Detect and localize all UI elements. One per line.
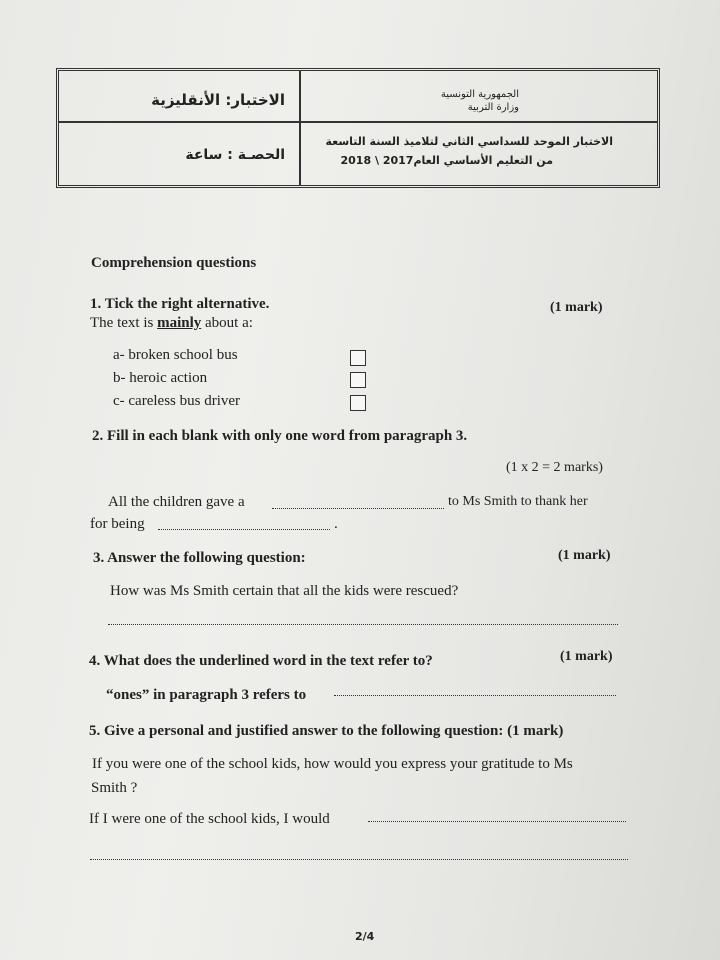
q2-line2-start: for being xyxy=(90,516,145,532)
q1-marks: (1 mark) xyxy=(550,300,603,315)
q1-option-c: c- careless bus driver xyxy=(113,393,241,409)
q1-checkbox-c[interactable] xyxy=(350,395,366,411)
exam-title-line1: الاختبار الموحد للسداسي الثاني لتلاميذ السنة التاسعة xyxy=(325,135,613,148)
ministry-label: وزارة التربية xyxy=(467,102,519,113)
q2-blank-1[interactable] xyxy=(272,508,444,509)
q3-marks: (1 mark) xyxy=(558,548,611,563)
q1-stem-before: The text is xyxy=(90,315,158,331)
q5-answer-line-1[interactable] xyxy=(368,821,626,822)
q3-answer-line[interactable] xyxy=(108,624,618,625)
header-divider-vertical xyxy=(299,71,301,185)
q5-heading: 5. Give a personal and justified answer to the following question: (1 mark) xyxy=(89,723,564,739)
q2-heading: 2. Fill in each blank with only one word from paragraph 3. xyxy=(92,428,468,444)
q2-blank-2[interactable] xyxy=(158,529,330,530)
exam-header xyxy=(56,68,660,188)
q3-heading: 3. Answer the following question: xyxy=(93,550,306,566)
q1-stem-after: about a: xyxy=(201,315,253,331)
q5-answer-prompt: If I were one of the school kids, I would xyxy=(89,811,330,827)
exam-title-line2: من التعليم الأساسي العام2017 \ 2018 xyxy=(340,154,553,167)
q1-stem-underlined: mainly xyxy=(157,315,202,331)
q2-marks: (1 x 2 = 2 marks) xyxy=(506,460,603,475)
q2-line1-end: to Ms Smith to thank her xyxy=(448,494,588,509)
q4-answer-line[interactable] xyxy=(334,695,616,696)
q4-marks: (1 mark) xyxy=(560,649,613,664)
q4-answer-prompt: “ones” in paragraph 3 refers to xyxy=(106,687,307,703)
q2-line1-start: All the children gave a xyxy=(108,494,245,510)
q3-question: How was Ms Smith certain that all the kids were rescued? xyxy=(110,583,459,599)
q1-checkbox-b[interactable] xyxy=(350,372,366,388)
republic-label: الجمهورية التونسية xyxy=(440,89,519,100)
q1-option-a: a- broken school bus xyxy=(113,347,238,363)
q1-stem xyxy=(90,315,253,332)
q1-heading: 1. Tick the right alternative. xyxy=(90,296,270,312)
q2-line2-end: . xyxy=(334,516,338,532)
q5-question-line2: Smith ? xyxy=(91,780,138,796)
q5-answer-line-2[interactable] xyxy=(90,859,628,860)
exam-subject: الاختبار: الأنقليزية xyxy=(151,91,285,109)
q5-question-line1: If you were one of the school kids, how would you express your gratitude to Ms xyxy=(92,756,573,772)
header-divider-horizontal xyxy=(59,121,657,123)
q4-heading: 4. What does the underlined word in the text refer to? xyxy=(89,653,433,669)
q1-checkbox-a[interactable] xyxy=(350,350,366,366)
page-number: 2/4 xyxy=(355,930,375,943)
exam-duration: الحصـة : ساعة xyxy=(185,147,285,163)
q1-option-b: b- heroic action xyxy=(113,370,208,386)
section-title: Comprehension questions xyxy=(91,255,257,271)
